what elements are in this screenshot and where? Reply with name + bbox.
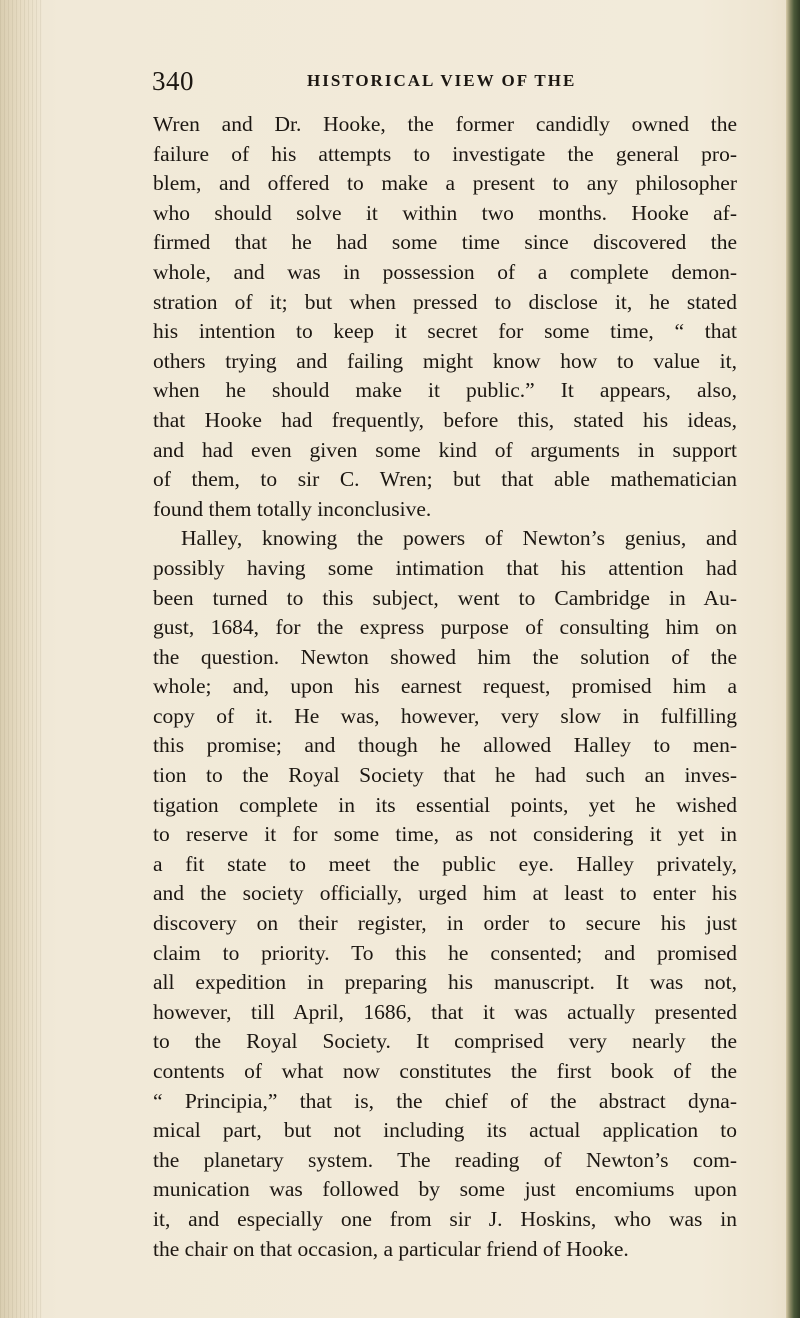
text-line: tigation complete in its essential points, yet he wished xyxy=(153,792,737,817)
running-head: HISTORICAL VIEW OF THE xyxy=(307,71,577,90)
text-line: who should solve it within two months. Hooke af- xyxy=(153,200,737,225)
text-line: firmed that he had some time since discovered the xyxy=(153,230,737,255)
text-line: contents of what now constitutes the first book of the xyxy=(153,1059,737,1083)
text-line: Wren and Dr. Hooke, the former candidly owned the xyxy=(153,112,737,136)
text-line: to the Royal Society. It comprised very nearly the xyxy=(153,1029,737,1054)
text-line: of them, to sir C. Wren; but that able mathematician xyxy=(153,467,737,492)
text-line: to reserve it for some time, as not considering it yet in xyxy=(153,822,737,847)
text-line: the chair on that occasion, a particular friend of Hooke. xyxy=(153,1236,629,1261)
text-line: gust, 1684, for the express purpose of consulting him on xyxy=(153,615,737,640)
text-line: possibly having some intimation that his attention had xyxy=(153,555,737,580)
text-line: that Hooke had frequently, before this, stated his ideas, xyxy=(153,407,737,432)
text-line: his intention to keep it secret for some time, “ that xyxy=(153,319,737,344)
page-edge xyxy=(786,0,800,1318)
text-line: found them totally inconclusive. xyxy=(153,496,432,521)
text-line: when he should make it public.” It appears, also, xyxy=(153,378,737,403)
text-line: others trying and failing might know how to value it, xyxy=(153,348,737,373)
text-line: the question. Newton showed him the solution of the xyxy=(153,644,737,669)
text-line: mical part, but not including its actual application to xyxy=(153,1118,737,1143)
text-line: tion to the Royal Society that he had such an inves- xyxy=(153,763,737,788)
text-line: copy of it. He was, however, very slow in fulfilling xyxy=(153,703,737,728)
text-line: “ Principia,” that is, the chief of the abstract dyna- xyxy=(153,1088,737,1113)
text-line: discovery on their register, in order to secure his just xyxy=(153,911,737,936)
text-line: failure of his attempts to investigate the general pro- xyxy=(153,141,737,166)
text-line: whole; and, upon his earnest request, promised him a xyxy=(153,674,737,699)
text-line: been turned to this subject, went to Cambridge in Au- xyxy=(153,585,737,610)
text-line: Halley, knowing the powers of Newton’s genius, and xyxy=(181,526,737,551)
text-line: however, till April, 1686, that it was actually presented xyxy=(153,999,737,1024)
text-line: stration of it; but when pressed to disclose it, he stated xyxy=(153,289,737,314)
binding-gutter xyxy=(0,0,42,1318)
text-line: whole, and was in possession of a complete demon- xyxy=(153,259,737,284)
text-line: claim to priority. To this he consented; and promised xyxy=(153,940,737,965)
text-line: it, and especially one from sir J. Hoskins, who was in xyxy=(153,1206,737,1231)
text-line: and had even given some kind of arguments in support xyxy=(153,437,737,462)
text-line: a fit state to meet the public eye. Halley privately, xyxy=(153,851,737,876)
text-line: the planetary system. The reading of Newton’s com- xyxy=(153,1147,737,1172)
page-number: 340 xyxy=(152,66,194,96)
page-header xyxy=(152,66,732,106)
text-line: blem, and offered to make a present to any philosopher xyxy=(153,171,737,196)
text-line: and the society officially, urged him at least to enter his xyxy=(153,881,737,906)
body-text xyxy=(153,110,737,1264)
text-line: munication was followed by some just encomiums upon xyxy=(153,1177,737,1202)
text-line: all expedition in preparing his manuscript. It was not, xyxy=(153,970,737,995)
text-line: this promise; and though he allowed Halley to men- xyxy=(153,733,737,758)
